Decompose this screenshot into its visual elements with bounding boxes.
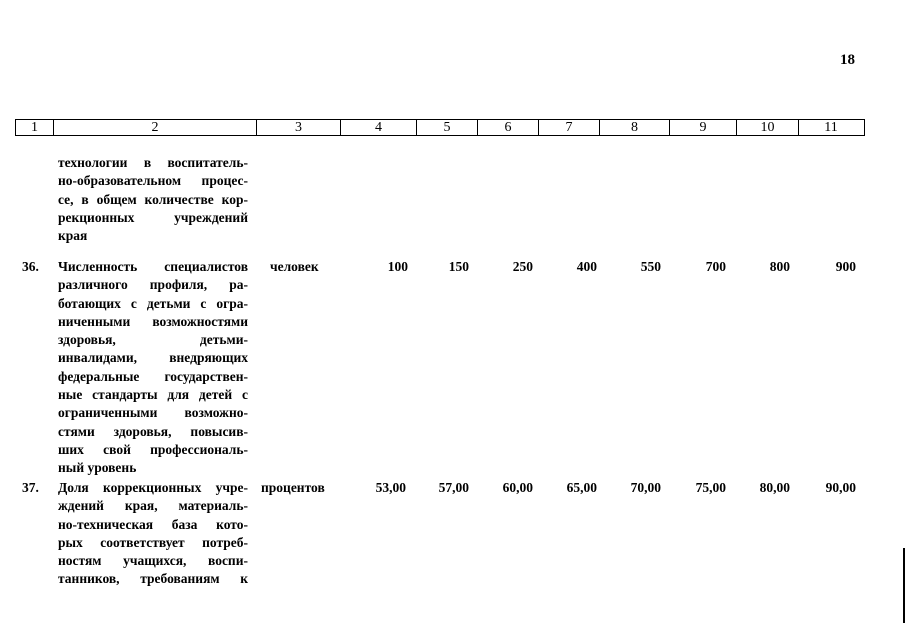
header-cell: 3 <box>256 120 340 135</box>
text-line: ботающих с детьми с огра- <box>58 295 248 311</box>
value-cell: 400 <box>576 259 597 274</box>
header-cell: 11 <box>798 120 863 135</box>
value-cell: 53,00 <box>375 480 406 495</box>
text-line: федеральные государствен- <box>58 368 248 384</box>
header-cell: 7 <box>538 120 599 135</box>
text-line: ные стандарты для детей с <box>58 387 248 403</box>
value-cell: 75,00 <box>695 480 726 495</box>
value-cell: 900 <box>835 259 856 274</box>
value-cell: 800 <box>769 259 790 274</box>
text-line: ностям учащихся, воспи- <box>58 553 248 569</box>
value-cell: 70,00 <box>630 480 661 495</box>
text-line: Доля коррекционных учре- <box>58 480 248 495</box>
text-line: танников, требованиям к <box>58 571 248 587</box>
scan-edge-line <box>903 548 905 623</box>
text-line: здоровья, детьми- <box>58 332 248 348</box>
text-line: рых соответствует потреб- <box>58 534 248 550</box>
header-cell: 6 <box>477 120 538 135</box>
value-cell: 65,00 <box>566 480 597 495</box>
continued-row-description <box>58 154 248 245</box>
text-line: рекционных учреждений <box>58 209 248 225</box>
page-number: 18 <box>840 52 855 68</box>
text-line: ждений края, материаль- <box>58 498 248 514</box>
header-cell: 1 <box>31 120 38 135</box>
text-line: ограниченными возможно- <box>58 405 248 421</box>
row-description <box>58 258 248 478</box>
value-cell: 60,00 <box>502 480 533 495</box>
text-line: технологии в воспитатель- <box>58 155 248 170</box>
unit-of-measure: процентов <box>261 480 325 495</box>
value-cell: 80,00 <box>759 480 790 495</box>
value-cell: 100 <box>387 259 408 274</box>
value-cell: 150 <box>448 259 469 274</box>
text-line: Численность специалистов <box>58 259 248 274</box>
text-line: различного профиля, ра- <box>58 277 248 293</box>
text-line: ниченными возможностями <box>58 313 248 329</box>
header-cell: 4 <box>340 120 416 135</box>
text-line: стями здоровья, повысив- <box>58 423 248 439</box>
text-line: ный уровень <box>58 460 137 476</box>
value-cell: 57,00 <box>438 480 469 495</box>
text-line: края <box>58 228 88 244</box>
header-cell: 8 <box>599 120 669 135</box>
value-cell: 250 <box>512 259 533 274</box>
header-cell: 10 <box>736 120 798 135</box>
text-line: но-техническая база кото- <box>58 516 248 532</box>
value-cell: 550 <box>640 259 661 274</box>
text-line: но-образовательном процес- <box>58 173 248 189</box>
table-header-row <box>15 119 865 136</box>
text-line: се, в общем количестве кор- <box>58 191 248 207</box>
value-cell: 700 <box>705 259 726 274</box>
header-cell: 5 <box>416 120 477 135</box>
unit-of-measure: человек <box>270 259 319 274</box>
text-line: инвалидами, внедряющих <box>58 350 248 366</box>
header-cell: 9 <box>669 120 736 135</box>
row-description <box>58 479 248 589</box>
header-cell: 2 <box>53 120 256 135</box>
row-number: 36. <box>22 259 39 274</box>
value-cell: 90,00 <box>825 480 856 495</box>
row-number: 37. <box>22 480 39 495</box>
text-line: ших свой профессиональ- <box>58 441 248 457</box>
